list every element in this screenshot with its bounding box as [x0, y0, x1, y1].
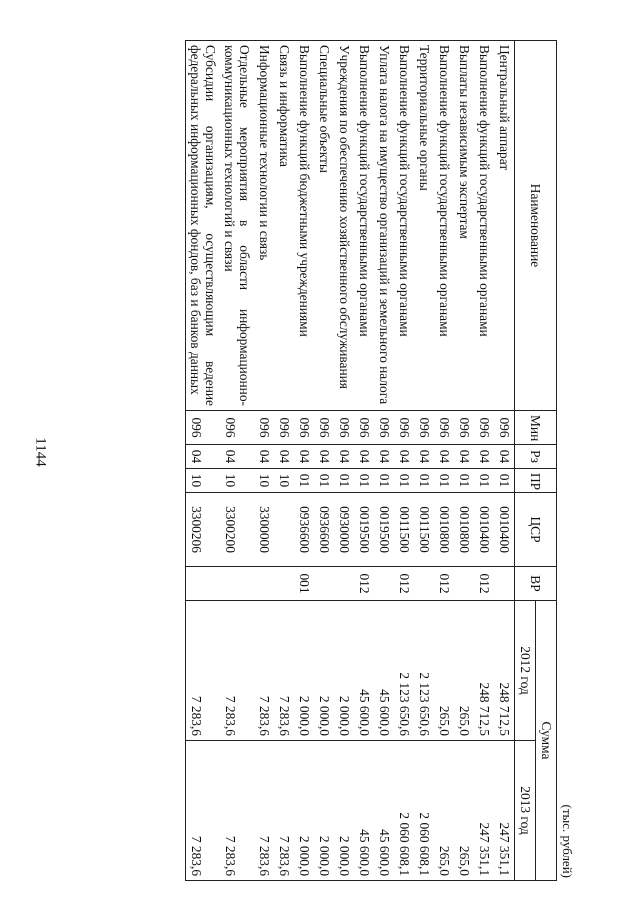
row-sum-2012: 2 000,0	[334, 601, 354, 741]
row-rz: 04	[186, 445, 221, 469]
row-sum-2012: 2 123 650,6	[414, 601, 434, 741]
row-name: Информационные технологии и связь	[254, 41, 274, 411]
table-body	[186, 41, 515, 881]
row-vr: 012	[354, 567, 374, 601]
row-vr	[454, 567, 474, 601]
row-rz: 04	[294, 445, 314, 469]
table-row	[220, 41, 254, 881]
row-min: 096	[454, 411, 474, 445]
row-sum-2012: 2 123 650,6	[394, 601, 414, 741]
row-rz: 04	[374, 445, 394, 469]
row-min: 096	[254, 411, 274, 445]
row-sum-2012: 45 600,0	[374, 601, 394, 741]
row-sum-2013: 247 351,1	[474, 741, 494, 881]
row-vr: 012	[434, 567, 454, 601]
row-sum-2013: 7 283,6	[274, 741, 294, 881]
row-vr	[334, 567, 354, 601]
budget-table	[185, 40, 557, 881]
row-pr: 01	[474, 469, 494, 493]
table-row	[274, 41, 294, 881]
row-csr: 0019500	[354, 493, 374, 567]
row-sum-2013: 7 283,6	[254, 741, 274, 881]
row-rz: 04	[334, 445, 354, 469]
table-header	[515, 41, 557, 881]
row-sum-2013: 2 060 608,1	[414, 741, 434, 881]
row-vr: 001	[294, 567, 314, 601]
header-rz: Рз	[515, 445, 557, 469]
row-name: Уплата налога на имущество организаций и земельного налога	[374, 41, 394, 411]
row-vr	[414, 567, 434, 601]
row-pr: 10	[220, 469, 254, 493]
row-rz: 04	[434, 445, 454, 469]
table-row	[314, 41, 334, 881]
table-row	[334, 41, 354, 881]
row-vr: 012	[474, 567, 494, 601]
row-pr: 01	[354, 469, 374, 493]
row-rz: 04	[254, 445, 274, 469]
row-csr: 0019500	[374, 493, 394, 567]
row-vr	[254, 567, 274, 601]
row-name: Выполнение функций государственными органами	[354, 41, 374, 411]
row-min: 096	[414, 411, 434, 445]
table-row	[474, 41, 494, 881]
row-csr: 0010400	[474, 493, 494, 567]
row-min: 096	[474, 411, 494, 445]
row-name: Связь и информатика	[274, 41, 294, 411]
row-rz: 04	[274, 445, 294, 469]
row-name: Учреждения по обеспечению хозяйственного обслуживания	[334, 41, 354, 411]
row-vr	[314, 567, 334, 601]
row-pr: 01	[294, 469, 314, 493]
table-row	[354, 41, 374, 881]
row-csr: 0930000	[334, 493, 354, 567]
row-sum-2013: 45 600,0	[354, 741, 374, 881]
row-sum-2013: 2 060 608,1	[394, 741, 414, 881]
row-min: 096	[334, 411, 354, 445]
row-min: 096	[294, 411, 314, 445]
row-name: Выплаты независимым экспертам	[454, 41, 474, 411]
row-csr: 0011500	[414, 493, 434, 567]
row-pr: 01	[414, 469, 434, 493]
row-sum-2012: 7 283,6	[254, 601, 274, 741]
table-row	[434, 41, 454, 881]
row-sum-2013: 265,0	[434, 741, 454, 881]
page-number: 1144	[32, 437, 49, 467]
row-sum-2012: 265,0	[454, 601, 474, 741]
header-2013: 2013 год	[515, 741, 536, 881]
header-name: Наименование	[515, 41, 557, 411]
row-csr: 0010800	[434, 493, 454, 567]
row-vr: 012	[394, 567, 414, 601]
table-row	[294, 41, 314, 881]
row-sum-2013: 265,0	[454, 741, 474, 881]
row-csr: 3300206	[186, 493, 221, 567]
row-csr	[274, 493, 294, 567]
row-pr: 10	[274, 469, 294, 493]
row-rz: 04	[220, 445, 254, 469]
row-pr: 01	[394, 469, 414, 493]
row-min: 096	[186, 411, 221, 445]
row-rz: 04	[414, 445, 434, 469]
row-csr: 3300200	[220, 493, 254, 567]
row-rz: 04	[314, 445, 334, 469]
row-name: Выполнение функций государственными органами	[474, 41, 494, 411]
row-name: Субсидии организациям, осуществляющим ведение федеральных информационных фондов, баз и банков данных	[186, 41, 221, 411]
row-name: Центральный аппарат	[494, 41, 515, 411]
row-min: 096	[494, 411, 515, 445]
unit-note: (тыс. рублей)	[560, 804, 575, 878]
row-sum-2012: 7 283,6	[186, 601, 221, 741]
table-row	[374, 41, 394, 881]
row-vr	[186, 567, 221, 601]
row-sum-2012: 7 283,6	[220, 601, 254, 741]
table-row	[454, 41, 474, 881]
row-pr: 10	[186, 469, 221, 493]
row-sum-2012: 265,0	[434, 601, 454, 741]
row-pr: 01	[334, 469, 354, 493]
row-name: Территориальные органы	[414, 41, 434, 411]
row-sum-2013: 2 000,0	[294, 741, 314, 881]
header-min: Мин	[515, 411, 557, 445]
header-sum: Сумма	[536, 601, 557, 881]
table-row	[394, 41, 414, 881]
row-vr	[220, 567, 254, 601]
row-rz: 04	[494, 445, 515, 469]
row-csr: 0936600	[314, 493, 334, 567]
row-rz: 04	[394, 445, 414, 469]
row-sum-2012: 248 712,5	[474, 601, 494, 741]
row-sum-2012: 248 712,5	[494, 601, 515, 741]
row-csr: 3300000	[254, 493, 274, 567]
row-min: 096	[314, 411, 334, 445]
row-rz: 04	[474, 445, 494, 469]
row-name: Выполнение функций бюджетными учреждениями	[294, 41, 314, 411]
header-vr: ВР	[515, 567, 557, 601]
row-sum-2012: 2 000,0	[294, 601, 314, 741]
row-sum-2013: 45 600,0	[374, 741, 394, 881]
row-sum-2013: 247 351,1	[494, 741, 515, 881]
row-rz: 04	[354, 445, 374, 469]
row-min: 096	[354, 411, 374, 445]
row-vr	[374, 567, 394, 601]
row-min: 096	[434, 411, 454, 445]
table-row	[494, 41, 515, 881]
row-pr: 01	[374, 469, 394, 493]
row-sum-2013: 7 283,6	[220, 741, 254, 881]
row-pr: 10	[254, 469, 274, 493]
row-sum-2012: 45 600,0	[354, 601, 374, 741]
row-pr: 01	[434, 469, 454, 493]
row-csr: 0010800	[454, 493, 474, 567]
row-name: Выполнение функций государственными органами	[394, 41, 414, 411]
row-min: 096	[274, 411, 294, 445]
row-sum-2013: 7 283,6	[186, 741, 221, 881]
row-vr	[274, 567, 294, 601]
header-pr: ПР	[515, 469, 557, 493]
row-name: Специальные объекты	[314, 41, 334, 411]
row-sum-2013: 2 000,0	[314, 741, 334, 881]
row-vr	[494, 567, 515, 601]
header-csr: ЦСР	[515, 493, 557, 567]
row-min: 096	[374, 411, 394, 445]
row-min: 096	[394, 411, 414, 445]
table-row	[414, 41, 434, 881]
rotated-page-content	[95, 40, 575, 880]
row-pr: 01	[314, 469, 334, 493]
header-2012: 2012 год	[515, 601, 536, 741]
row-sum-2012: 2 000,0	[314, 601, 334, 741]
table-row	[254, 41, 274, 881]
row-csr: 0936600	[294, 493, 314, 567]
row-csr: 0010400	[494, 493, 515, 567]
row-pr: 01	[494, 469, 515, 493]
table-row	[186, 41, 221, 881]
row-csr: 0011500	[394, 493, 414, 567]
row-pr: 01	[454, 469, 474, 493]
row-name: Выполнение функций государственными органами	[434, 41, 454, 411]
row-sum-2013: 2 000,0	[334, 741, 354, 881]
row-name: Отдельные мероприятия в области информационно-коммуникационных технологий и связи	[220, 41, 254, 411]
row-min: 096	[220, 411, 254, 445]
row-rz: 04	[454, 445, 474, 469]
row-sum-2012: 7 283,6	[274, 601, 294, 741]
